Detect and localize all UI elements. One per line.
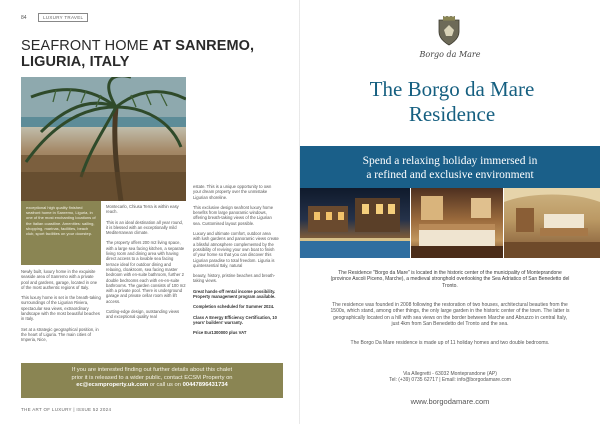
paragraph: This exclusive design seafront luxury home benefits from large panoramic windows, offering breath-taking views of the Ligurian sea. Customised layout possible.: [193, 204, 274, 226]
paragraph: This is an ideal destination all year round, it is blessed with an exceptionally mild Mediterranean climate.: [106, 219, 184, 236]
address: Via Allegretti - 63032 Monteprandone (AP): [403, 371, 497, 377]
photo-caption: exceptional high quality finished seafront home in Sanremo, Liguria, in one of the most enchanting locations of the Italian coastline. Amenities: sailing, shopping, marinas, facilities, beach club, sport facilities on your doorstep.: [21, 201, 101, 265]
highlight-price: Price Eur1300000 plus VAT: [193, 330, 247, 336]
paragraph: Cutting-edge design, outstanding views and exceptional quality real: [106, 309, 180, 320]
residence-night-photo: [300, 188, 410, 258]
page-number: 84: [21, 15, 27, 21]
interior-illustration: [504, 188, 600, 258]
paragraph: Luxury and ultimate comfort, outdoor area with lush gardens and panoramic views create a blissful atmosphere complemented by the possibility of reviving your own boat to finish of your home so that you can discover this Ligurian paradise to total freedom. Liguria is quintessential Italy, natural: [193, 231, 279, 268]
paragraph: The property offers 200 m2 living space, with a large sea facing kitchen, a separate living room and dining area with having direct access to a lovable sea facing terrace ideal for outdoor dining and relaxing, cloakroom, sea facing master bedroom with en-suite bathroom, further 2 double bedrooms each with en-en-suite bathrooms. The garden consists of 100 m2 with a private pool. There is underground garage and private cellar room with lift access.: [106, 240, 186, 304]
advert-title: [320, 77, 584, 127]
headline-bold-2: LIGURIA, ITALY: [21, 54, 130, 70]
tagline-line-1: Spend a relaxing holiday immersed in: [362, 155, 538, 167]
residence-bedroom-photo: [411, 188, 503, 258]
phone-email[interactable]: Tel: (+39) 0735 62717 | Email: info@borgodamare.com: [389, 377, 511, 384]
cta-line-2: prior it is released to a wider public, contact ECSM Property on: [71, 374, 233, 381]
residence-units-paragraph: The Borgo Da Mare residence is made up of 11 holiday homes and two double bedrooms.: [350, 340, 550, 346]
highlight-rental: Great hands-off rental income possibility. Property management program available.: [193, 288, 276, 300]
article-headline: [21, 38, 291, 70]
highlight-completion: Completion scheduled for Summer 2024.: [193, 304, 275, 310]
night-pool-illustration: [300, 188, 410, 258]
article-column-3: [193, 184, 279, 341]
cta-phone-link[interactable]: 00447896431734: [182, 382, 228, 389]
tagline-band: [300, 146, 600, 188]
paragraph: Montecarlo, Chiusa Terra is within easy reach.: [106, 204, 179, 215]
advert-title-line-1: The Borgo da Mare: [369, 77, 535, 101]
brand-wordmark: Borgo da Mare: [419, 50, 481, 59]
article-column-1: [21, 269, 101, 348]
paragraph: estate. This is a unique opportunity to own your dream property over the unmistake Ligurian shoreline.: [193, 184, 272, 200]
residence-history-paragraph: The residence was founded in 2008 following the restoration of two houses, architectural beauties from the 1500s, which stand, among other things, the only large garden in the historic center of the town. The latter is geographically located on a hill with sea views on the border between Marche and Abruzzo in central Italy, just 4km from San Benedetto del Tronto and the sea.: [330, 302, 570, 328]
paragraph: beauty, history, pristine beaches and breath-taking views.: [193, 273, 276, 284]
website-link[interactable]: www.borgodamare.com: [410, 397, 490, 406]
magazine-footer: THE ART OF LUXURY | ISSUE 52 2024: [21, 407, 112, 412]
paragraph: Newly built, luxury home in the exquisite seaside area of Sanremo with a private pool and gardens, garage, located in one of the most authentic regions of Italy.: [21, 269, 98, 290]
tagline-line-2: a refined and exclusive environment: [366, 169, 534, 181]
bedroom-illustration: [411, 188, 503, 258]
headline-light: SEAFRONT HOME: [21, 38, 153, 54]
cta-email-link[interactable]: ec@ecsmproperty.uk.com: [76, 382, 149, 389]
hero-photo-palm-seafront: [21, 77, 186, 201]
cta-or-text: or call us on: [148, 382, 183, 389]
contact-call-to-action: [21, 363, 283, 398]
palm-tree-illustration: [21, 77, 186, 201]
highlight-energy: Class A Energy Efficiency Certification, 10 years' builders' warranty.: [193, 314, 277, 325]
paragraph: This luxury home is set in the breath-taking surroundings of the Ligurian Riviera, spectacular sea views, extraordinary landscape with the most beautiful beaches in Italy.: [21, 295, 101, 322]
cta-line-1: If you are interested finding out further details about this chalet: [71, 367, 233, 373]
article-column-2: [106, 204, 186, 325]
headline-bold-1: AT SANREMO,: [152, 38, 255, 54]
residence-location-paragraph: The Residence "Borgo da Mare" is located in the historic center of the municipality of Monteprandone (province Ascoli Piceno, Marche), a medieval stronghold overlooking the Sea Adriatico of San Benedetto del Tronto.: [330, 270, 570, 289]
residence-interior-photo: [504, 188, 600, 258]
advert-title-line-2: Residence: [408, 102, 496, 126]
crest-logo-icon: [436, 16, 462, 46]
contact-block: [330, 371, 570, 384]
section-tag: LUXURY TRAVEL: [38, 13, 88, 22]
paragraph: Set at a strategic geographical position, in the heart of Liguria. The main cities of Imperia, Nice,: [21, 326, 99, 343]
